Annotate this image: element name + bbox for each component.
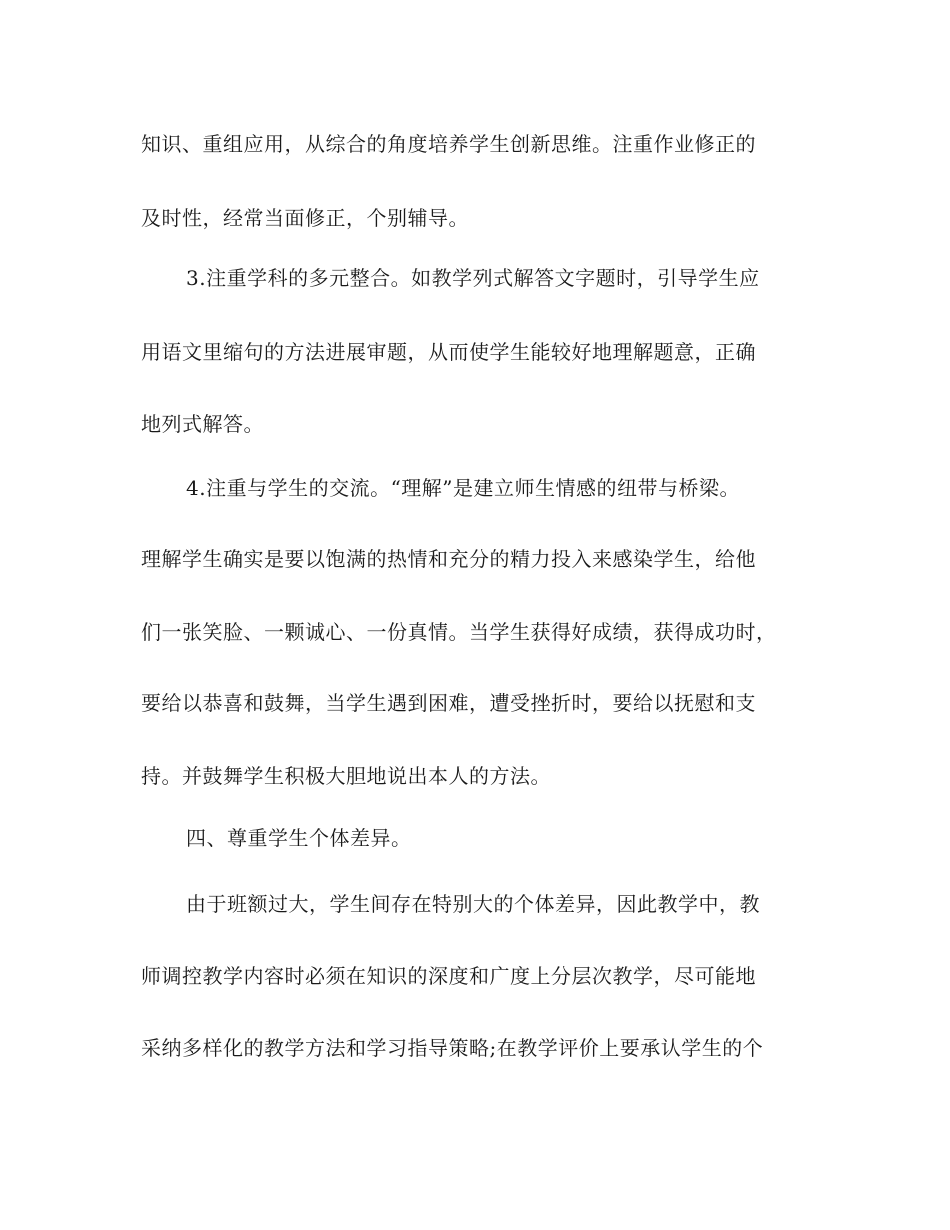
section-heading: 四、尊重学生个体差异。 bbox=[186, 826, 412, 850]
text-line: 知识、重组应用，从综合的角度培养学生创新思维。注重作业修正的 bbox=[141, 132, 756, 156]
text-line: 4.注重与学生的交流。“理解”是建立师生情感的纽带与桥梁。 bbox=[186, 476, 741, 500]
text-line: 用语文里缩句的方法进展审题，从而使学生能较好地理解题意，正确 bbox=[141, 340, 756, 364]
text-line: 及时性，经常当面修正，个别辅导。 bbox=[141, 206, 469, 230]
text-line: 持。并鼓舞学生积极大胆地说出本人的方法。 bbox=[141, 764, 551, 788]
text-line: 3.注重学科的多元整合。如教学列式解答文字题时，引导学生应 bbox=[186, 266, 760, 290]
text-line: 们一张笑脸、一颗诚心、一份真情。当学生获得好成绩，获得成功时， bbox=[141, 620, 777, 644]
text-line: 要给以恭喜和鼓舞，当学生遇到困难，遭受挫折时，要给以抚慰和支 bbox=[141, 691, 756, 715]
text-line: 采纳多样化的教学方法和学习指导策略;在教学评价上要承认学生的个 bbox=[141, 1036, 764, 1060]
text-line: 理解学生确实是要以饱满的热情和充分的精力投入来感染学生，给他 bbox=[141, 547, 756, 571]
text-line: 由于班额过大，学生间存在特别大的个体差异，因此教学中，教 bbox=[186, 892, 760, 916]
text-line: 师调控教学内容时必须在知识的深度和广度上分层次教学，尽可能地 bbox=[141, 964, 756, 988]
text-line: 地列式解答。 bbox=[141, 412, 264, 436]
